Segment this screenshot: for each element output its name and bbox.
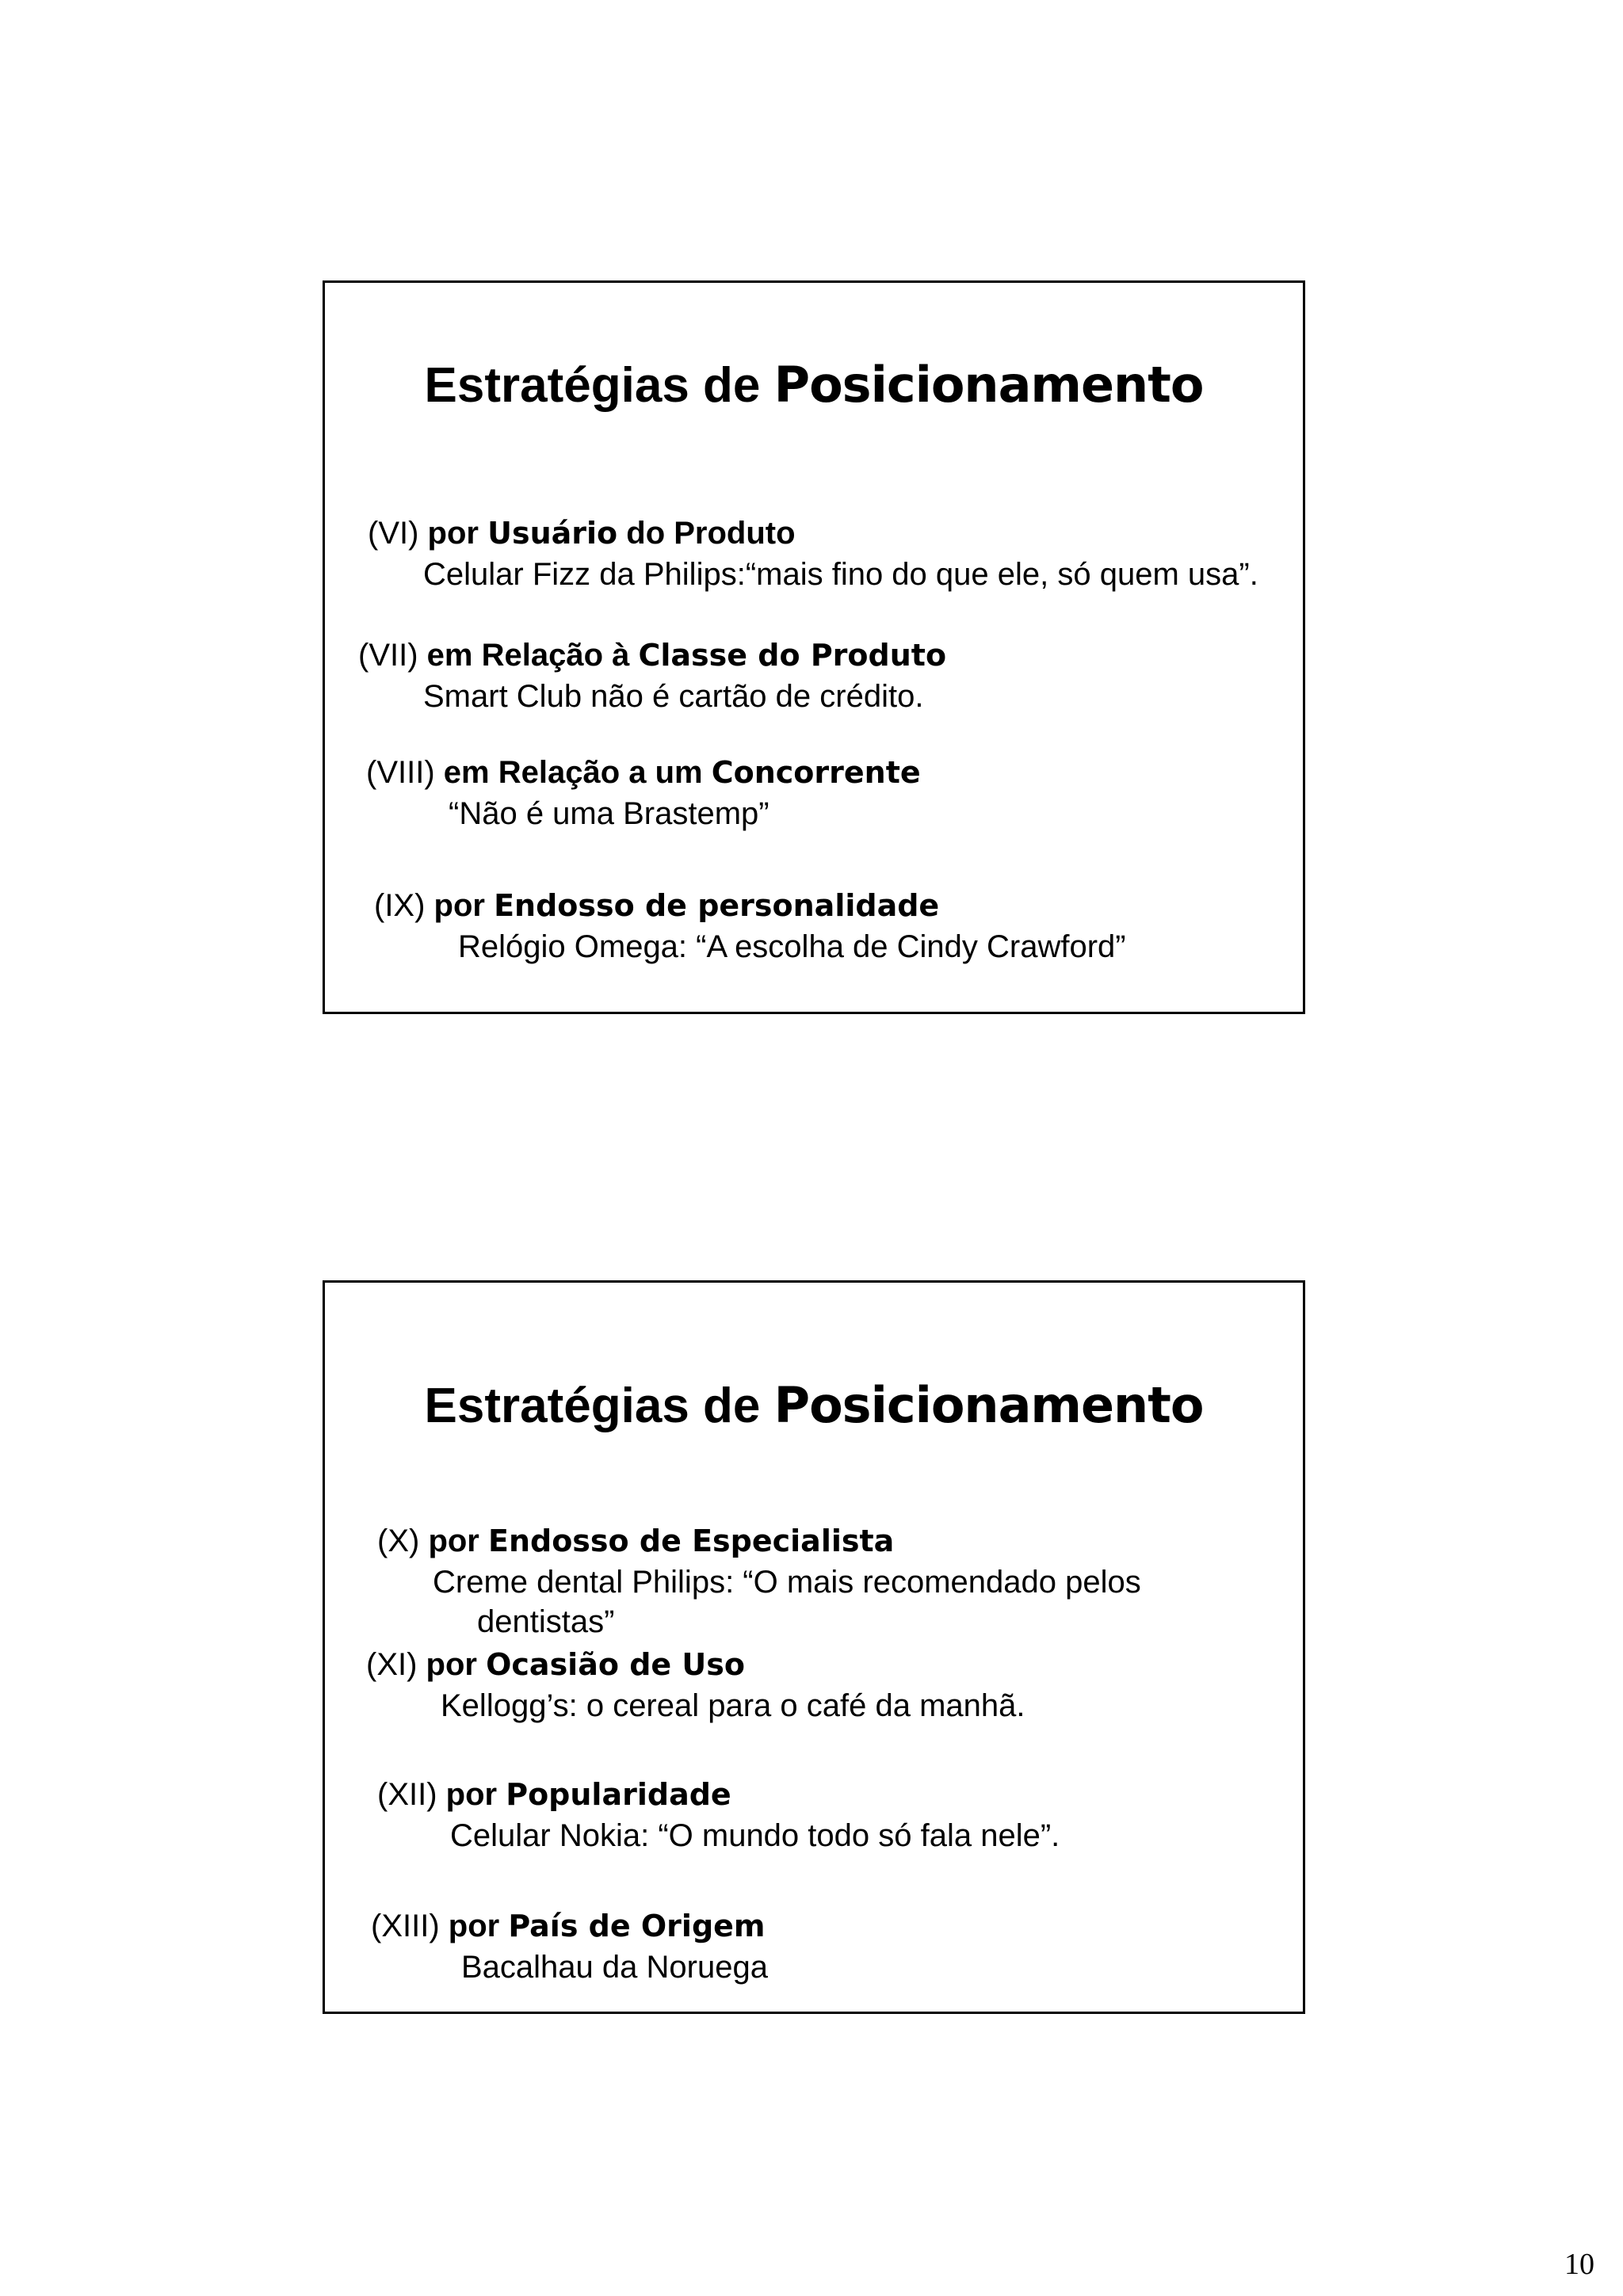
item-prefix: por [448,1909,509,1943]
item-strong: Usuário [487,516,618,551]
item-strong: Endosso de Especialista [487,1524,895,1558]
slide-2 [323,1280,1305,2014]
item-xi-description: Kellogg’s: o cereal para o café da manhã. [441,1688,1025,1723]
item-viii-description: “Não é uma Brastemp” [449,796,769,831]
item-numeral: (VII) [358,638,427,673]
item-numeral: (X) [377,1524,429,1558]
item-numeral: (XI) [366,1647,426,1682]
page-number: 10 [1564,2248,1594,2281]
title-normal: Estratégias de [424,358,774,413]
item-prefix: por [428,1524,488,1558]
slide-1 [323,280,1305,1014]
item-ix-description: Relógio Omega: “A escolha de Cindy Crawford” [458,929,1126,964]
item-x-description-line-2: dentistas” [477,1604,615,1639]
item-xi-heading [366,1646,745,1684]
item-numeral: (IX) [374,888,434,923]
item-vii-heading [358,636,946,674]
item-prefix: por [426,1647,487,1682]
item-x-description-line-1: Creme dental Philips: “O mais recomendado pelos [433,1565,1141,1600]
slide-title [325,1376,1303,1434]
item-strong: Classe do Produto [638,638,947,673]
item-numeral: (VI) [368,516,428,551]
item-xiii-description: Bacalhau da Noruega [461,1950,768,1985]
item-xii-description: Celular Nokia: “O mundo todo só fala nele”. [450,1818,1060,1853]
title-bold: Posicionamento [773,1376,1204,1434]
item-strong: Ocasião de Uso [486,1647,745,1682]
item-prefix: por [427,516,488,551]
item-xiii-heading [371,1907,766,1945]
item-numeral: (VIII) [366,755,444,790]
item-suffix: do Produto [617,516,796,551]
item-prefix: em Relação a um [443,755,712,790]
item-numeral: (XIII) [371,1909,449,1943]
item-strong: Concorrente [711,755,921,790]
item-ix-heading [374,887,939,925]
title-bold: Posicionamento [773,356,1204,414]
item-xii-heading [377,1775,731,1814]
slide-title [325,356,1303,414]
item-prefix: em Relação à [426,638,639,673]
item-strong: Popularidade [506,1777,731,1812]
title-normal: Estratégias de [424,1379,774,1433]
item-numeral: (XII) [377,1777,446,1812]
item-x-heading [377,1522,894,1560]
item-viii-heading [366,753,921,791]
item-vi-description: Celular Fizz da Philips:“mais fino do que ele, só quem usa”. [423,557,1258,592]
item-prefix: por [433,888,495,923]
item-strong: País de Origem [508,1909,766,1943]
item-prefix: por [445,1777,506,1812]
item-vii-description: Smart Club não é cartão de crédito. [423,679,924,714]
item-strong: Endosso de personalidade [494,888,940,923]
item-vi-heading [368,514,796,552]
